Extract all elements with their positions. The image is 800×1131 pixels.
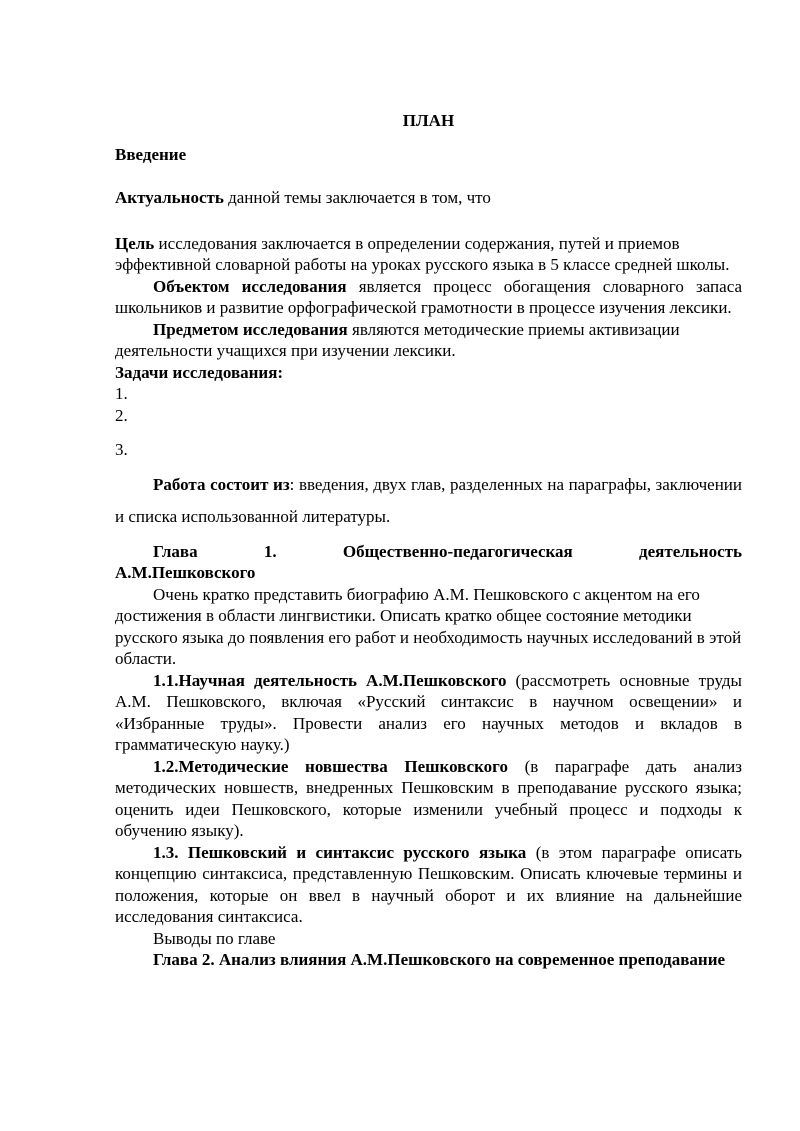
relevance-label: Актуальность: [115, 188, 224, 207]
chapter1-description: Очень кратко представить биографию А.М. Пешковского с акцентом на его достижения в области лингвистики. Описать кратко общее состояние методики русского языка до появления его работ и необходимость научных исследований в этой области.: [115, 584, 742, 668]
section-1-2-title: 1.2.Методические новшества Пешковского: [153, 756, 508, 776]
section-1-1-title: 1.1.Научная деятельность А.М.Пешковского: [153, 670, 507, 690]
task-item-3: 3.: [115, 440, 128, 459]
chapter1-conclusions: Выводы по главе: [153, 928, 276, 948]
structure-label: Работа состоит из: [153, 474, 290, 494]
subject-label: Предметом исследования: [153, 319, 348, 339]
intro-heading: Введение: [115, 144, 187, 164]
section-1-1: 1.1.Научная деятельность А.М.Пешковского (рассмотреть основные труды А.М. Пешковского, включая «Русский синтаксис в научном освещении» и «Избранные труды». Провести анализ его научных методов и вкладов в грамматическую науку.): [115, 670, 742, 754]
plan-title: ПЛАН: [402, 111, 455, 130]
tasks-heading: Задачи исследования:: [115, 362, 284, 382]
chapter1-heading: Глава 1. Общественно-педагогическая деятельность А.М.Пешковского: [115, 541, 742, 582]
task-item-1: 1.: [115, 384, 128, 403]
task-item-2: 2.: [115, 405, 128, 425]
chapter2-heading: Глава 2. Анализ влияния А.М.Пешковского на современное преподавание: [153, 950, 726, 969]
document-content: [115, 110, 742, 971]
object-paragraph: Объектом исследования является процесс обогащения словарного запаса школьников и развитие орфографической грамотности в процессе изучения лексики.: [115, 276, 742, 317]
object-label: Объектом исследования: [153, 276, 347, 296]
goal-paragraph: Цель исследования заключается в определении содержания, путей и приемов эффективной словарной работы на уроках русского языка в 5 классе средней школы.: [115, 233, 730, 274]
section-1-3-title: 1.3. Пешковский и синтаксис русского языка: [153, 842, 527, 862]
section-1-2: 1.2.Методические новшества Пешковского (в параграфе дать анализ методических новшеств, внедренных Пешковским в преподавание русского языка; оценить идеи Пешковского, которые изменили учебный процесс и подходы к обучению языку).: [115, 756, 742, 840]
structure-paragraph: Работа состоит из: введения, двух глав, разделенных на параграфы, заключении и списка использованной литературы.: [115, 474, 742, 526]
subject-paragraph: Предметом исследования являются методические приемы активизации деятельности учащихся при изучении лексики.: [115, 319, 680, 360]
goal-label: Цель: [115, 233, 155, 253]
section-1-3: 1.3. Пешковский и синтаксис русского языка (в этом параграфе описать концепцию синтаксиса, представленную Пешковским. Описать ключевые термины и положения, которые он ввел в научный оборот и их влияние на дальнейшие исследования синтаксиса.: [115, 842, 742, 926]
relevance-paragraph: Актуальность данной темы заключается в том, что: [115, 188, 491, 207]
